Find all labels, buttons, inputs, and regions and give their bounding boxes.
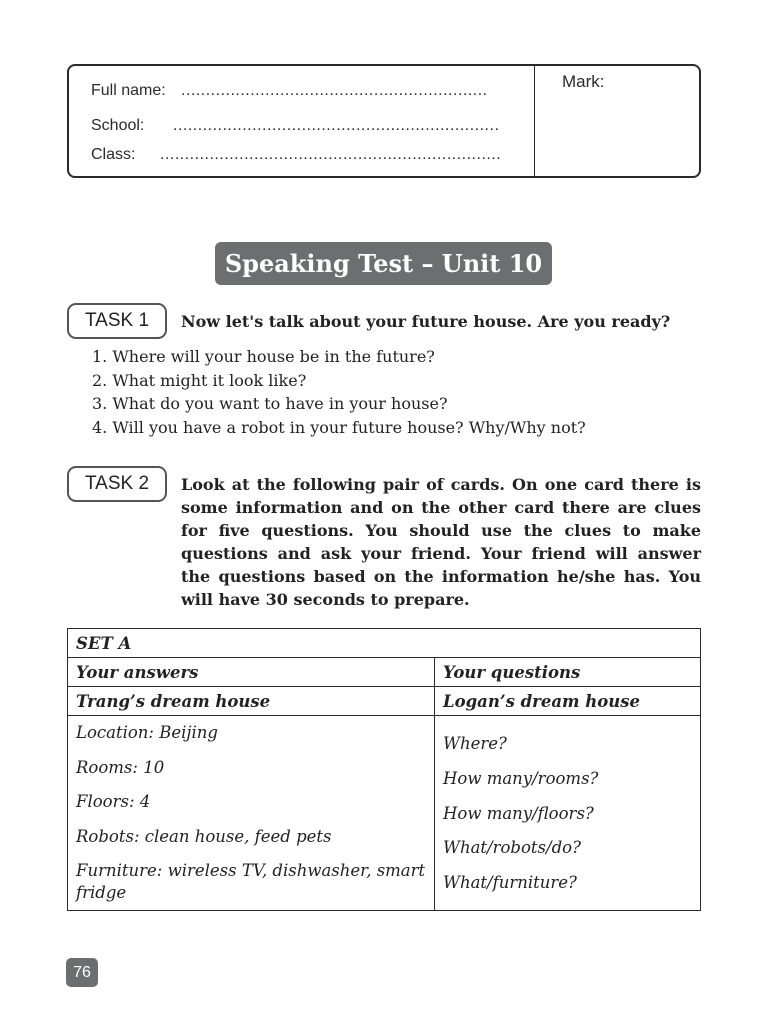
full-name-row <box>91 82 488 100</box>
class-label: Class: <box>91 146 136 163</box>
answers-header: Your answers <box>68 658 435 687</box>
column-header-row <box>68 658 701 687</box>
answer-item: Furniture: wireless TV, dishwasher, smart fridge <box>76 861 426 902</box>
full-name-field[interactable]: .............................................................. <box>181 82 488 99</box>
class-row <box>91 146 502 164</box>
task1-question: 1. Where will your house be in the future? <box>92 347 435 366</box>
school-row <box>91 117 500 135</box>
task1-question-list <box>92 345 586 439</box>
student-info-box <box>67 64 701 178</box>
task1-question: 3. What do you want to have in your house? <box>92 394 448 413</box>
question-clue: What/furniture? <box>443 873 577 893</box>
set-label: SET A <box>68 629 701 658</box>
task2-prompt: Look at the following pair of cards. On one card there is some information and on the other card there are clues for five questions. You should use the clues to make questions and ask your friend. Your friend will answer the questions based on the information he/she has. You will have 30 seconds to prepare. <box>181 475 701 609</box>
question-clue: How many/rooms? <box>443 768 599 788</box>
set-row <box>68 629 701 658</box>
answer-item: Floors: 4 <box>76 792 151 811</box>
left-card-title: Trang’s dream house <box>68 687 435 716</box>
answer-item: Location: Beijing <box>76 723 218 742</box>
class-field[interactable]: ..................................................................... <box>160 146 502 163</box>
card-table <box>67 628 701 911</box>
question-clue: How many/floors? <box>443 803 594 823</box>
right-card-title: Logan’s dream house <box>435 687 701 716</box>
answer-item: Robots: clean house, feed pets <box>76 826 332 846</box>
full-name-label: Full name: <box>91 82 166 99</box>
info-divider <box>534 66 535 176</box>
task1-question: 2. What might it look like? <box>92 370 307 390</box>
card-content-row <box>68 716 701 911</box>
task1-question: 4. Will you have a robot in your future house? Why/Why not? <box>92 417 586 437</box>
task2-label: TASK 2 <box>67 466 167 502</box>
page-title: Speaking Test – Unit 10 <box>215 242 552 285</box>
question-clue: What/robots/do? <box>443 838 581 858</box>
questions-cell <box>435 716 701 911</box>
card-title-row <box>68 687 701 716</box>
answers-cell <box>68 716 435 911</box>
question-clue: Where? <box>443 734 507 753</box>
answer-item: Rooms: 10 <box>76 757 165 777</box>
school-label: School: <box>91 117 145 134</box>
task1-label: TASK 1 <box>67 303 167 339</box>
questions-header: Your questions <box>435 658 701 687</box>
page-number: 76 <box>66 958 98 987</box>
school-field[interactable]: .................................................................. <box>173 117 500 134</box>
task1-prompt: Now let's talk about your future house. Are you ready? <box>181 312 671 331</box>
mark-label: Mark: <box>562 72 605 91</box>
